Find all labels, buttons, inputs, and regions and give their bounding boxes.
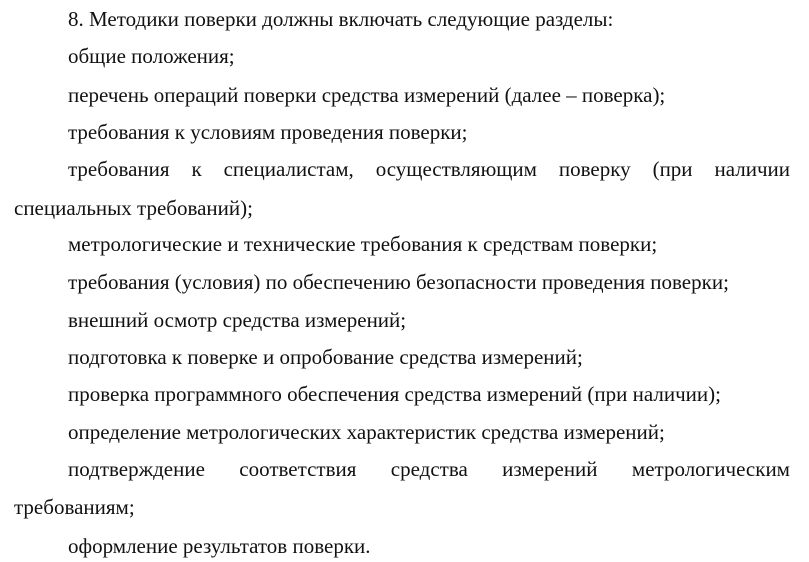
- section-heading: 8. Методики поверки должны включать следующие разделы:: [68, 7, 614, 31]
- list-item-confirmation-continuation: требованиям;: [14, 495, 135, 519]
- word: подтверждение: [68, 457, 205, 481]
- list-item-software: проверка программного обеспечения средства измерений (при наличии);: [68, 382, 721, 406]
- word: наличии: [714, 157, 790, 181]
- word: специалистам,: [223, 157, 354, 181]
- list-item-operations: перечень операций поверки средства измерений (далее – поверка);: [68, 83, 666, 107]
- list-item-general: общие положения;: [68, 44, 235, 68]
- list-item-inspection: внешний осмотр средства измерений;: [68, 308, 407, 332]
- list-item-specialists: [68, 157, 790, 181]
- list-item-metrological-requirements: метрологические и технические требования к средствам поверки;: [68, 232, 658, 256]
- word: средства: [390, 457, 468, 481]
- word: измерений: [502, 457, 598, 481]
- word: поверку: [558, 157, 631, 181]
- word: (при: [652, 157, 693, 181]
- word: метрологическим: [631, 457, 790, 481]
- list-item-safety: требования (условия) по обеспечению безопасности проведения поверки;: [68, 270, 729, 294]
- word: к: [191, 157, 202, 181]
- list-item-results: оформление результатов поверки.: [68, 534, 371, 558]
- list-item-characteristics: определение метрологических характеристик средства измерений;: [68, 420, 665, 444]
- list-item-specialists-continuation: специальных требований);: [14, 196, 253, 220]
- list-item-conditions: требования к условиям проведения поверки;: [68, 120, 468, 144]
- list-item-confirmation: [68, 457, 790, 481]
- word: требования: [68, 157, 170, 181]
- word: осуществляющим: [375, 157, 537, 181]
- word: соответствия: [239, 457, 357, 481]
- list-item-preparation: подготовка к поверке и опробование средства измерений;: [68, 345, 583, 369]
